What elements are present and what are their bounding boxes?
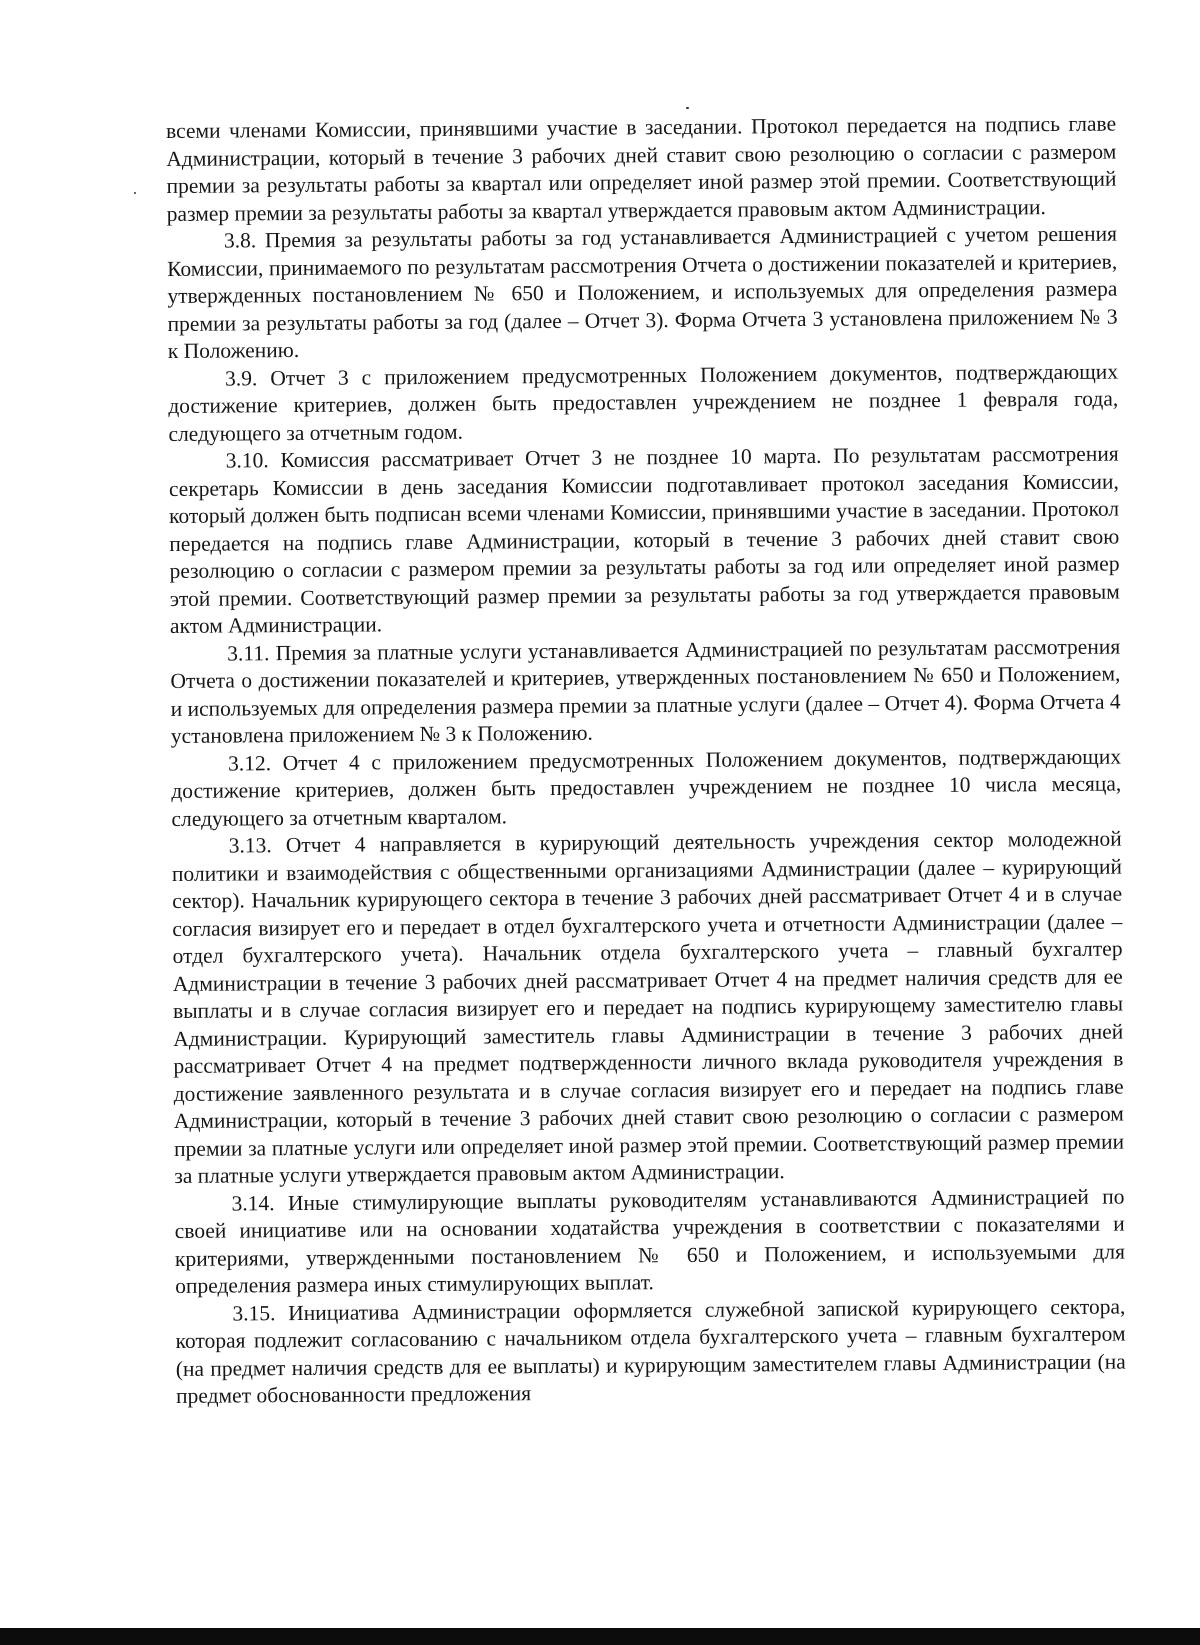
paragraph-continuation: всеми членами Комиссии, принявшими участие в заседании. Протокол передается на подпись главе Администрации, который в течение 3 рабочих дней ставит свою резолюцию о согласии с размером премии за результаты работы за квартал или определяет иной размер этой премии. Соответствующий размер премии за результаты работы за квартал утверждается правовым актом Администрации. [166,111,1117,226]
paragraph-3-9: 3.9. Отчет 3 с приложением предусмотренных Положением документов, подтверждающих достижение критериев, должен быть предоставлен учреждением не позднее 1 февраля года, следующего за отчетным годом. [168,359,1119,446]
paragraph-3-14: 3.14. Иные стимулирующие выплаты руководителям устанавливаются Администрацией по своей инициативе или на основании ходатайства учреждения в соответствии с показателями и критериями, утвержденными постановлением № 650 и Положением, и используемыми для определения размера иных стимулирующих выплат. [174,1184,1126,1298]
scan-speck [134,192,136,194]
scan-speck [686,107,689,109]
paragraph-3-10: 3.10. Комиссия рассматривает Отчет 3 не позднее 10 марта. По результатам рассмотрения секретарь Комиссии в день заседания Комиссии подготавливает протокол заседания Комиссии, который должен быть подписан всеми членами Комиссии, принявшими участие в заседании. Протокол передается на подпись главе Администрации, который в течение 3 рабочих дней ставит свою резолюцию о согласии с размером премии за результаты работы за год или определяет иной размер этой премии. Соответствующий размер премии за результаты работы за год утверждается правовым актом Администрации. [168,441,1120,638]
paragraph-3-15: 3.15. Инициатива Администрации оформляется служебной запиской курирующего сектора, которая подлежит согласованию с начальником отдела бухгалтерского учета – главным бухгалтером (на предмет наличия средств для ее выплаты) и курирующим заместителем главы Администрации (на предмет обоснованности предложения [175,1294,1126,1408]
paragraph-3-11: 3.11. Премия за платные услуги устанавливается Администрацией по результатам рассмотрения Отчета о достижении показателей и критериев, утвержденных постановлением № 650 и Положением, и используемых для определения размера премии за платные услуги (далее – Отчет 4). Форма Отчета 4 установлена приложением № 3 к Положению. [170,634,1121,748]
paragraph-3-13: 3.13. Отчет 4 направляется в курирующий деятельность учреждения сектор молодежной политики и взаимодействия с общественными организациями Администрации (далее – курирующий сектор). Начальник курирующего сектора в течение 3 рабочих дней рассматривает Отчет 4 и в случае согласия визирует его и передает в отдел бухгалтерского учета и отчетности Администрации (далее – отдел бухгалтерского учета). Начальник отдела бухгалтерского учета – главный бухгалтер Администрации в течение 3 рабочих дней рассматривает Отчет 4 на предмет наличия средств для ее выплаты и в случае согласия визирует его и передает на подпись курирующему заместителю главы Администрации. Курирующий заместитель главы Администрации в течение 3 рабочих дней рассматривает Отчет 4 на предмет подтвержденности личного вклада руководителя учреждения в достижение заявленного результата и в случае согласия визирует его и передает на подпись главе Администрации, который в течение 3 рабочих дней ставит свою резолюцию о согласии с размером премии за платные услуги или определяет иной размер этой премии. Соответствующий размер премии за платные услуги утверждается правовым актом Администрации. [171,826,1125,1188]
document-body [166,111,1126,1411]
paragraph-3-8: 3.8. Премия за результаты работы за год устанавливается Администрацией с учетом решения Комиссии, принимаемого по результатам рассмотрения Отчета о достижении показателей и критериев, утвержденных постановлением № 650 и Положением, и используемых для определения размера премии за результаты работы за год (далее – Отчет 3). Форма Отчета 3 установлена приложением № 3 к Положению. [167,221,1118,363]
paragraph-3-12: 3.12. Отчет 4 с приложением предусмотренных Положением документов, подтверждающих достижение критериев, должен быть предоставлен учреждением не позднее 10 числа месяца, следующего за отчетным кварталом. [171,744,1122,831]
scan-bottom-edge [0,1628,1200,1645]
